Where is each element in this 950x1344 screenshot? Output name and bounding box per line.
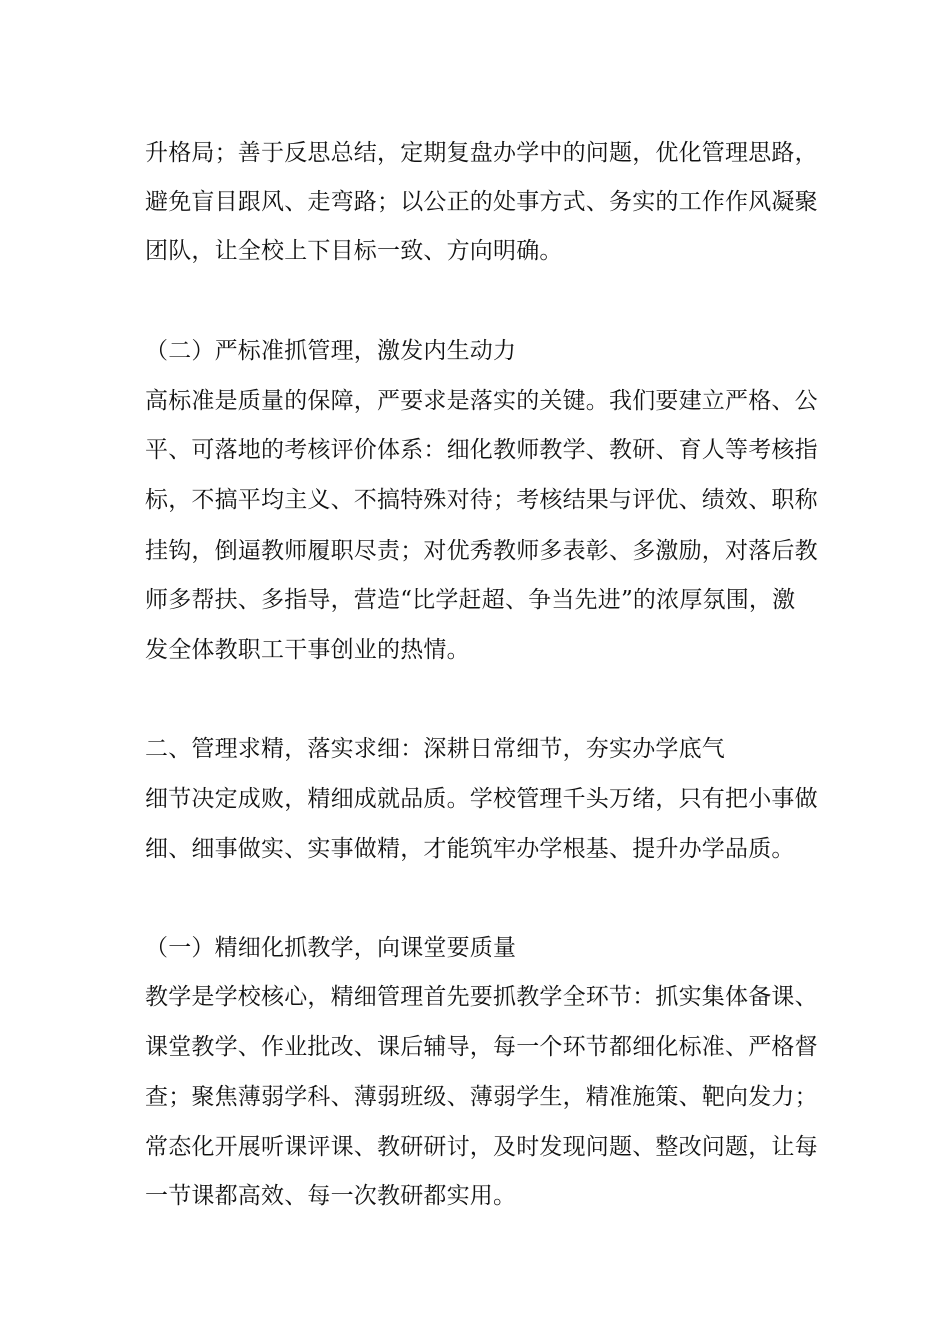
- paragraph-line: 一节课都高效、每一次教研都实用。: [145, 1183, 517, 1209]
- paragraph-line: 细、细事做实、实事做精，才能筑牢办学根基、提升办学品质。: [145, 836, 795, 862]
- paragraph-line: 标，不搞平均主义、不搞特殊对待；考核结果与评优、绩效、职称: [145, 487, 818, 513]
- section-heading: （二）严标准抓管理，激发内生动力: [145, 338, 517, 364]
- paragraph-line: 常态化开展听课评课、教研研讨，及时发现问题、整改问题，让每: [145, 1134, 818, 1160]
- paragraph-line: 高标准是质量的保障，严要求是落实的关键。我们要建立严格、公: [145, 388, 818, 414]
- paragraph-line: 升格局；善于反思总结，定期复盘办学中的问题，优化管理思路，: [145, 140, 818, 166]
- paragraph-line: 平、可落地的考核评价体系：细化教师教学、教研、育人等考核指: [145, 437, 818, 463]
- paragraph-line: 发全体教职工干事创业的热情。: [145, 637, 470, 663]
- paragraph-line: 细节决定成败，精细成就品质。学校管理千头万绪，只有把小事做: [145, 786, 818, 812]
- paragraph-line: 查；聚焦薄弱学科、薄弱班级、薄弱学生，精准施策、靶向发力；: [145, 1084, 818, 1110]
- paragraph-line: 教学是学校核心，精细管理首先要抓教学全环节：抓实集体备课、: [145, 984, 818, 1010]
- section-heading: （一）精细化抓教学，向课堂要质量: [145, 935, 517, 961]
- part-heading: 二、管理求精，落实求细：深耕日常细节，夯实办学底气: [145, 736, 725, 762]
- paragraph-line: 挂钩，倒逼教师履职尽责；对优秀教师多表彰、多激励，对落后教: [145, 538, 818, 564]
- paragraph-line: 师多帮扶、多指导，营造“比学赶超、争当先进”的浓厚氛围，激: [145, 587, 796, 613]
- paragraph-line: 团队，让全校上下目标一致、方向明确。: [145, 238, 563, 264]
- paragraph-line: 避免盲目跟风、走弯路；以公正的处事方式、务实的工作作风凝聚: [145, 189, 818, 215]
- paragraph-line: 课堂教学、作业批改、课后辅导，每一个环节都细化标准、严格督: [145, 1034, 818, 1060]
